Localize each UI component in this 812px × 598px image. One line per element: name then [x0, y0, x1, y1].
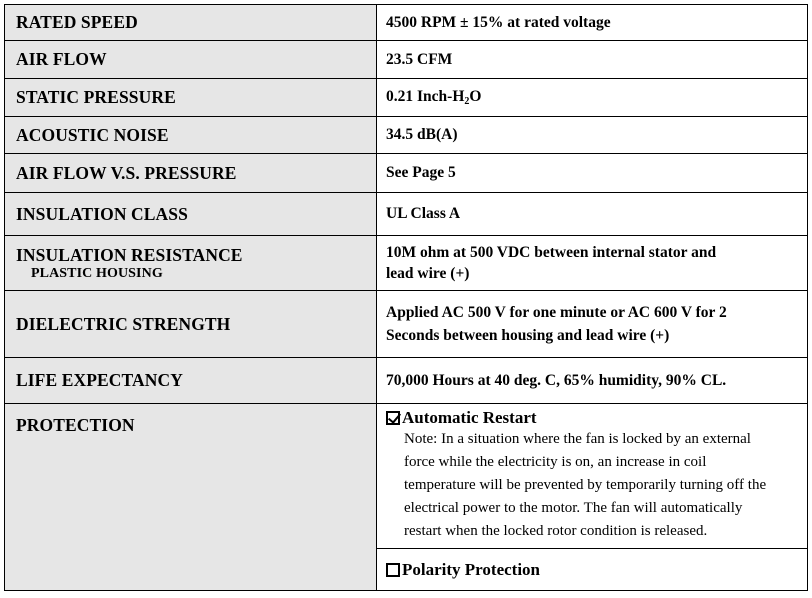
- row-label: AIR FLOW: [5, 41, 377, 79]
- value-line: Applied AC 500 V for one minute or AC 600 V for 2: [386, 304, 727, 321]
- table-row: [5, 404, 808, 549]
- note-line: restart when the locked rotor condition is released.: [404, 523, 708, 539]
- row-label: DIELECTRIC STRENGTH: [5, 291, 377, 358]
- note-line: force while the electricity is on, an increase in coil: [404, 454, 707, 470]
- table-row: [5, 41, 808, 79]
- restart-note: [386, 428, 801, 543]
- row-value: [377, 291, 808, 358]
- table-row: [5, 154, 808, 193]
- polarity-protection-label: Polarity Protection: [402, 560, 541, 579]
- row-value: 23.5 CFM: [377, 41, 808, 79]
- protection-restart-cell: [377, 404, 808, 549]
- row-label-main: INSULATION RESISTANCE: [16, 245, 243, 265]
- polarity-protection: [386, 559, 801, 580]
- automatic-restart-label: Automatic Restart: [402, 408, 537, 427]
- row-label: ACOUSTIC NOISE: [5, 117, 377, 154]
- table-row: [5, 117, 808, 154]
- row-label: RATED SPEED: [5, 5, 377, 41]
- automatic-restart: [386, 407, 801, 428]
- checkbox-checked-icon: [386, 411, 400, 425]
- row-value: [377, 79, 808, 117]
- value-line: Seconds between housing and lead wire (+): [386, 327, 670, 344]
- row-value: 70,000 Hours at 40 deg. C, 65% humidity, 90% CL.: [377, 358, 808, 404]
- row-label: PROTECTION: [5, 404, 377, 591]
- checkbox-empty-icon: [386, 563, 400, 577]
- row-label: INSULATION CLASS: [5, 193, 377, 236]
- value-line: 10M ohm at 500 VDC between internal stator and: [386, 244, 717, 261]
- table-row: [5, 5, 808, 41]
- value-prefix: 0.21 Inch-H: [386, 88, 465, 105]
- table-row: [5, 236, 808, 291]
- row-value: See Page 5: [377, 154, 808, 193]
- table-row: [5, 358, 808, 404]
- table-row: [5, 193, 808, 236]
- value-line: lead wire (+): [386, 265, 470, 282]
- row-label: [5, 236, 377, 291]
- protection-polarity-cell: [377, 549, 808, 591]
- note-line: Note: In a situation where the fan is locked by an external: [404, 431, 751, 447]
- row-label: AIR FLOW V.S. PRESSURE: [5, 154, 377, 193]
- row-label: LIFE EXPECTANCY: [5, 358, 377, 404]
- table-row: [5, 79, 808, 117]
- table-row: [5, 291, 808, 358]
- note-line: temperature will be prevented by temporarily turning off the: [404, 477, 767, 493]
- row-value: UL Class A: [377, 193, 808, 236]
- row-sublabel: PLASTIC HOUSING: [31, 266, 163, 281]
- row-value: 34.5 dB(A): [377, 117, 808, 154]
- row-value: [377, 236, 808, 291]
- value-subscript: 2: [464, 96, 470, 107]
- value-suffix: O: [469, 88, 482, 105]
- row-value: 4500 RPM ± 15% at rated voltage: [377, 5, 808, 41]
- row-label: STATIC PRESSURE: [5, 79, 377, 117]
- note-line: electrical power to the motor. The fan will automatically: [404, 500, 743, 516]
- spec-table: [4, 4, 808, 591]
